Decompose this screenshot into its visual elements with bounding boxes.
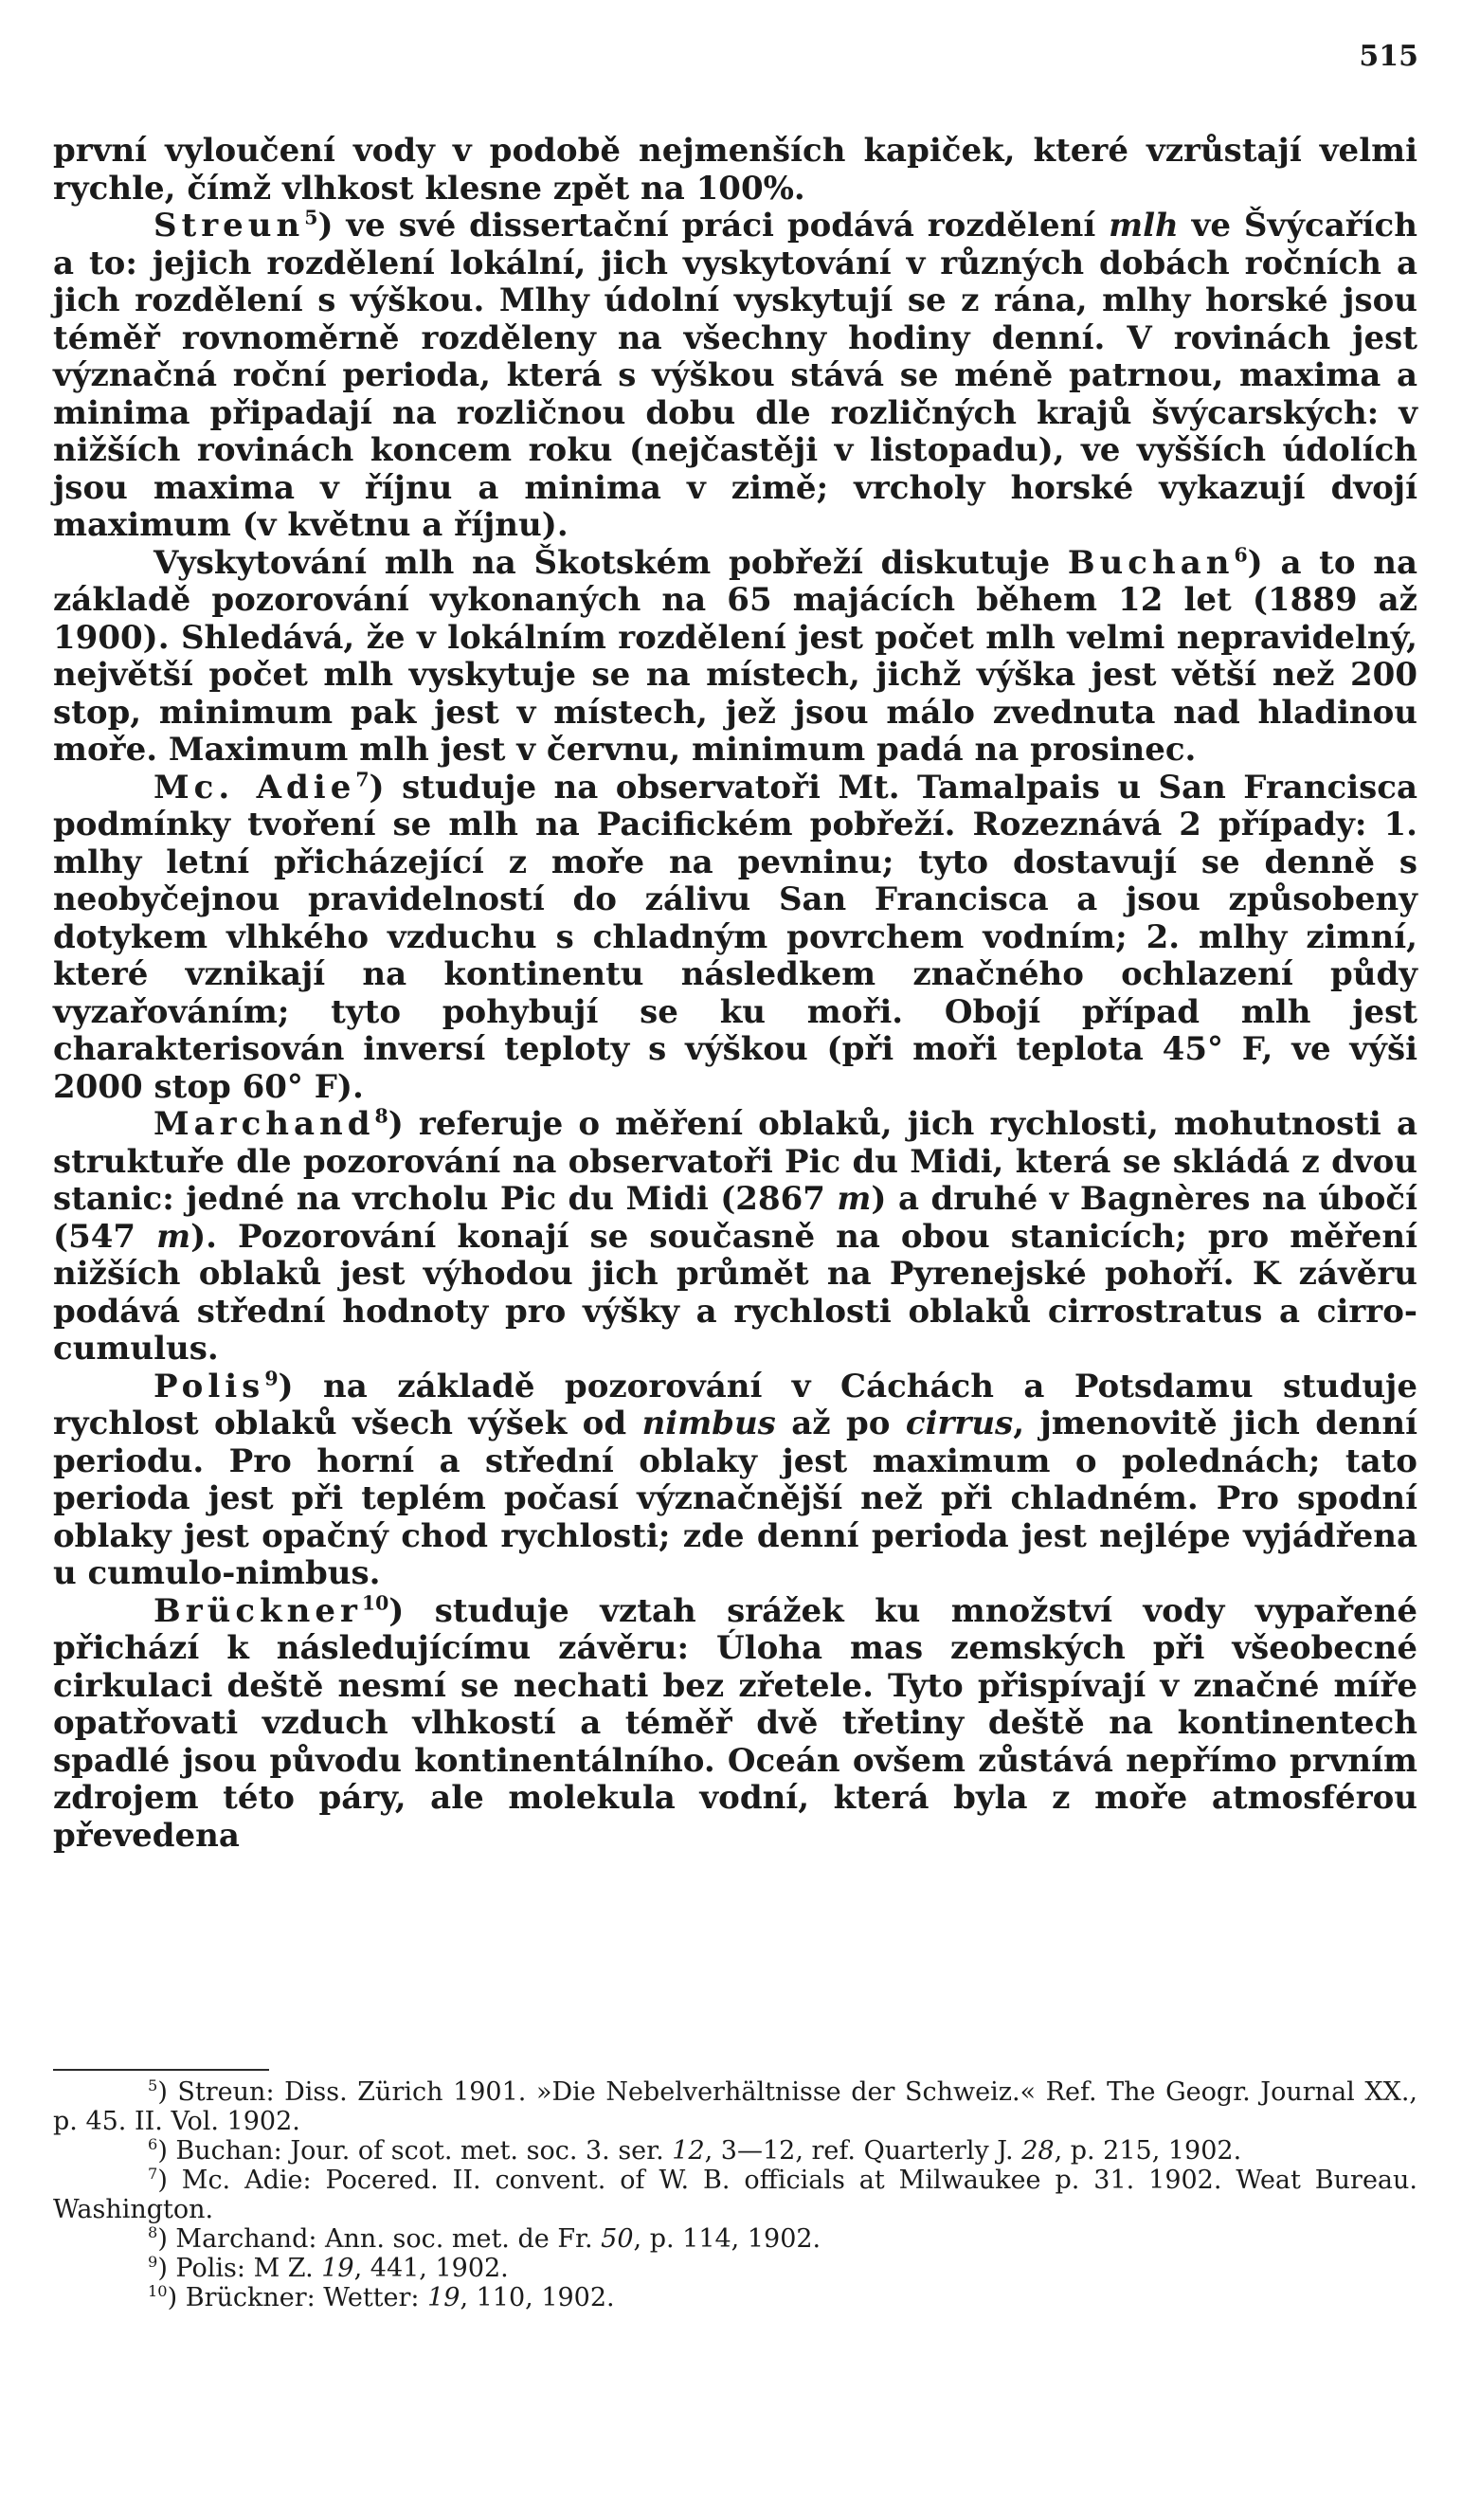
text-segment: , jmenovitě jich denní periodu. Pro horní a střední oblaky jest maximum o polednách; tato perioda jest při teplém počasí význačnější než při chladném. Pro spodní oblaky jest opačný chod rychlosti; zde denní perioda jest nejlépe vyjádřena u cumulo-nimbus.: [53, 1405, 1417, 1592]
text-segment: ) na základě pozorování v Cáchách a Potsdamu studuje rychlost oblaků všech výšek od: [53, 1367, 1417, 1442]
paragraph: [53, 545, 1417, 770]
italic-text: mlh: [1109, 207, 1179, 245]
footnote: [53, 2224, 1417, 2254]
footnote-ref: 6: [148, 2135, 158, 2153]
text-segment: , p. 215, 1902.: [1054, 2136, 1242, 2166]
footnotes: [53, 2077, 1417, 2312]
footnote: [53, 2136, 1417, 2166]
italic-text: 19: [427, 2283, 460, 2312]
italic-text: 12: [672, 2136, 705, 2166]
footnote-ref: 9: [148, 2253, 158, 2271]
author-name: Marchand: [153, 1105, 375, 1143]
text-segment: ) ve své dissertační práci podává rozdělení: [317, 207, 1110, 245]
paragraph: [53, 133, 1417, 208]
italic-text: 50: [601, 2224, 634, 2254]
author-name: Buchan: [1067, 543, 1235, 582]
body-text: [53, 133, 1417, 1855]
italic-text: 19: [321, 2254, 354, 2283]
footnote-ref: 6: [1234, 543, 1248, 567]
text-segment: Vyskytování mlh na Škotském pobřeží diskutuje: [153, 543, 1068, 582]
footnote: [53, 2077, 1417, 2136]
text-segment: ) Marchand: Ann. soc. met. de Fr.: [157, 2224, 602, 2254]
footnote-ref: 10: [361, 1591, 389, 1615]
footnote-ref: 7: [355, 768, 370, 791]
paragraph: [53, 1593, 1417, 1856]
footnote-divider: [53, 2069, 269, 2071]
text-segment: , 110, 1902.: [460, 2283, 615, 2312]
text-segment: ) studuje na observatoři Mt. Tamalpais u San Francisca podmínky tvoření se mlh na Pacifickém pobřeží. Rozeznává 2 případy: 1. mlhy letní přicházející z moře na pevninu; tyto dostavují se denně s neobyčejnou pravidelností do zálivu San Francisca a jsou způsobeny dotykem vlhkého vzduchu s chladným povrchem vodním; 2. mlhy zimní, které vznikají na kontinentu následkem značného ochlazení půdy vyzařováním; tyto pohybují se ku moři. Obojí případ mlh jest charakterisován inversí teploty s výškou (při moři teplota 45° F, ve výši 2000 stop 60° F).: [53, 768, 1417, 1106]
footnote-ref: 5: [304, 206, 318, 229]
footnote: [53, 2166, 1417, 2224]
text-segment: ) a druhé v Bagnères na úbočí (547: [53, 1180, 1418, 1256]
text-segment: ) Mc. Adie: Pocered. II. convent. of W. B. officials at Milwaukee p. 31. 1902. Weat Bureau. Washington.: [53, 2166, 1417, 2224]
author-name: Brückner: [153, 1591, 362, 1630]
text-segment: ve Švýcařích a to: jejich rozdělení lokální, jich vyskytování v různých dobách ročních a jich rozdělení s výškou. Mlhy údolní vyskytují se z rána, mlhy horské jsou téměř rovnoměrně rozděleny na všechny hodiny denní. V rovinách jest význačná roční perioda, která s výškou stává se méně patrnou, maxima a minima připadají na rozličnou dobu dle rozličných krajů švýcarských: v nižších rovinách koncem roku (nejčastěji v listopadu), ve vyšších údolích jsou maxima v říjnu a minima v zimě; vrcholy horské vykazují dvojí maximum (v květnu a říjnu).: [53, 207, 1417, 544]
text-segment: , p. 114, 1902.: [633, 2224, 821, 2254]
footnote-ref: 7: [148, 2165, 158, 2183]
paragraph: [53, 1106, 1417, 1369]
paragraph: [53, 1369, 1417, 1593]
text-segment: ) studuje vztah srážek ku množství vody vypařené přichází k následujícímu závěru: Úloha mas zemských při všeobecné cirkulaci deště nesmí se nechati bez zřetele. Tyto přispívají v značné míře opatřovati vzduch vlhkostí a téměř dvě třetiny deště na kontinentech spadlé jsou původu kontinentálního. Oceán ovšem zůstává nepřímo prvním zdrojem této páry, ale molekula vodní, která byla z moře atmosférou převedena: [53, 1591, 1417, 1855]
text-segment: , 3—12, ref. Quarterly J.: [704, 2136, 1022, 2166]
footnote-ref: 9: [264, 1367, 279, 1390]
page-number: 515: [1359, 40, 1418, 73]
italic-text: nimbus: [641, 1405, 776, 1442]
italic-text: 28: [1021, 2136, 1055, 2166]
author-name: Polis: [153, 1367, 265, 1405]
footnote-ref: 8: [148, 2223, 158, 2241]
text-segment: ) Buchan: Jour. of scot. met. soc. 3. ser.: [157, 2136, 673, 2166]
italic-text: m: [156, 1217, 191, 1256]
text-segment: ) Streun: Diss. Zürich 1901. »Die Nebelverhältnisse der Schweiz.« Ref. The Geogr. Journal XX., p. 45. II. Vol. 1902.: [53, 2077, 1417, 2136]
paragraph: [53, 208, 1417, 545]
italic-text: cirrus: [905, 1405, 1014, 1442]
italic-text: m: [837, 1180, 872, 1218]
footnote: [53, 2283, 1417, 2312]
text-segment: ). Pozorování konají se současně na obou stanicích; pro měření nižších oblaků jest výhodou jich průmět na Pyrenejské pohoří. K závěru podává střední hodnoty pro výšky a rychlosti oblaků cirrostratus a cirro-cumulus.: [53, 1217, 1417, 1368]
author-name: Streun: [153, 207, 305, 245]
text-segment: , 441, 1902.: [353, 2254, 509, 2283]
footnote: [53, 2254, 1417, 2283]
text-segment: první vyloučení vody v podobě nejmenších kapiček, které vzrůstají velmi rychle, čímž vlhkost klesne zpět na 100%.: [53, 132, 1417, 208]
footnote-ref: 5: [148, 2076, 158, 2094]
text-segment: ) Polis: M Z.: [157, 2254, 322, 2283]
text-segment: ) a to na základě pozorování vykonaných na 65 majácích během 12 let (1889 až 1900). Shledává, že v lokálním rozdělení jest počet mlh velmi nepravidelný, největší počet mlh vyskytuje se na místech, jichž výška jest větší než 200 stop, minimum pak jest v místech, jež jsou málo zvednuta nad hladinou moře. Maximum mlh jest v červnu, minimum padá na prosinec.: [53, 543, 1417, 769]
paragraph: [53, 770, 1417, 1107]
text-segment: až po: [775, 1405, 906, 1442]
author-name: Mc. Adie: [153, 768, 356, 807]
footnote-ref: 8: [374, 1104, 388, 1128]
text-segment: ) Brückner: Wetter:: [167, 2283, 428, 2312]
footnote-ref: 10: [148, 2282, 168, 2300]
text-segment: ) referuje o měření oblaků, jich rychlosti, mohutnosti a struktuře dle pozorování na observatoři Pic du Midi, která se skládá z dvou stanic: jedné na vrcholu Pic du Midi (2867: [53, 1105, 1417, 1218]
